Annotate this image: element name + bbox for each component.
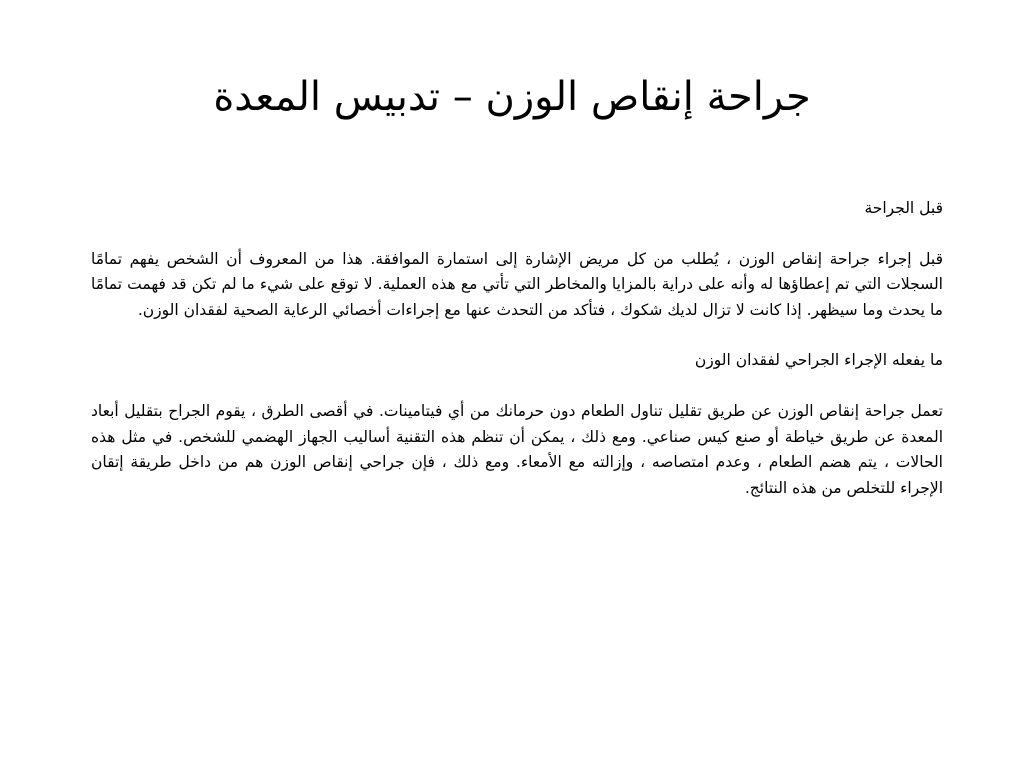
paragraph-what-procedure-does: تعمل جراحة إنقاص الوزن عن طريق تقليل تناول الطعام دون حرمانك من أي فيتامينات. في أقصى الطرق ، يقوم الجراح بتقليل أبعاد المعدة عن طريق خياطة أو صنع كيس صناعي. ومع ذلك ، يمكن أن تنظم هذه التقنية أساليب الجهاز الهضمي للشخص. في مثل هذه الحالات ، يتم هضم الطعام ، وعدم امتصاصه ، وإزالته مع الأمعاء. ومع ذلك ، فإن جراحي إنقاص الوزن هم من داخل طريقة إتقان الإجراء للتخلص من هذه النتائج. — [91, 401, 943, 497]
slide-title: جراحة إنقاص الوزن – تدبيس المعدة — [213, 74, 811, 120]
paragraph-before-surgery: قبل إجراء جراحة إنقاص الوزن ، يُطلب من كل مريض الإشارة إلى استمارة الموافقة. هذا من المعروف أن الشخص يفهم تمامًا السجلات التي تم إعطاؤها له وأنه على دراية بالمزايا والمخاطر التي تأتي مع هذه العملية. لا توقع على شيء ما لم تكن قد فهمت تمامًا ما يحدث وما سيظهر. إذا كانت لا تزال لديك شكوك ، فتأكد من التحدث عنها مع إجراءات أخصائي الرعاية الصحية لفقدان الوزن. — [91, 249, 943, 319]
heading-what-procedure-does: ما يفعله الإجراء الجراحي لفقدان الوزن — [694, 351, 943, 370]
heading-before-surgery: قبل الجراحة — [864, 199, 943, 217]
slide-content — [91, 196, 943, 526]
